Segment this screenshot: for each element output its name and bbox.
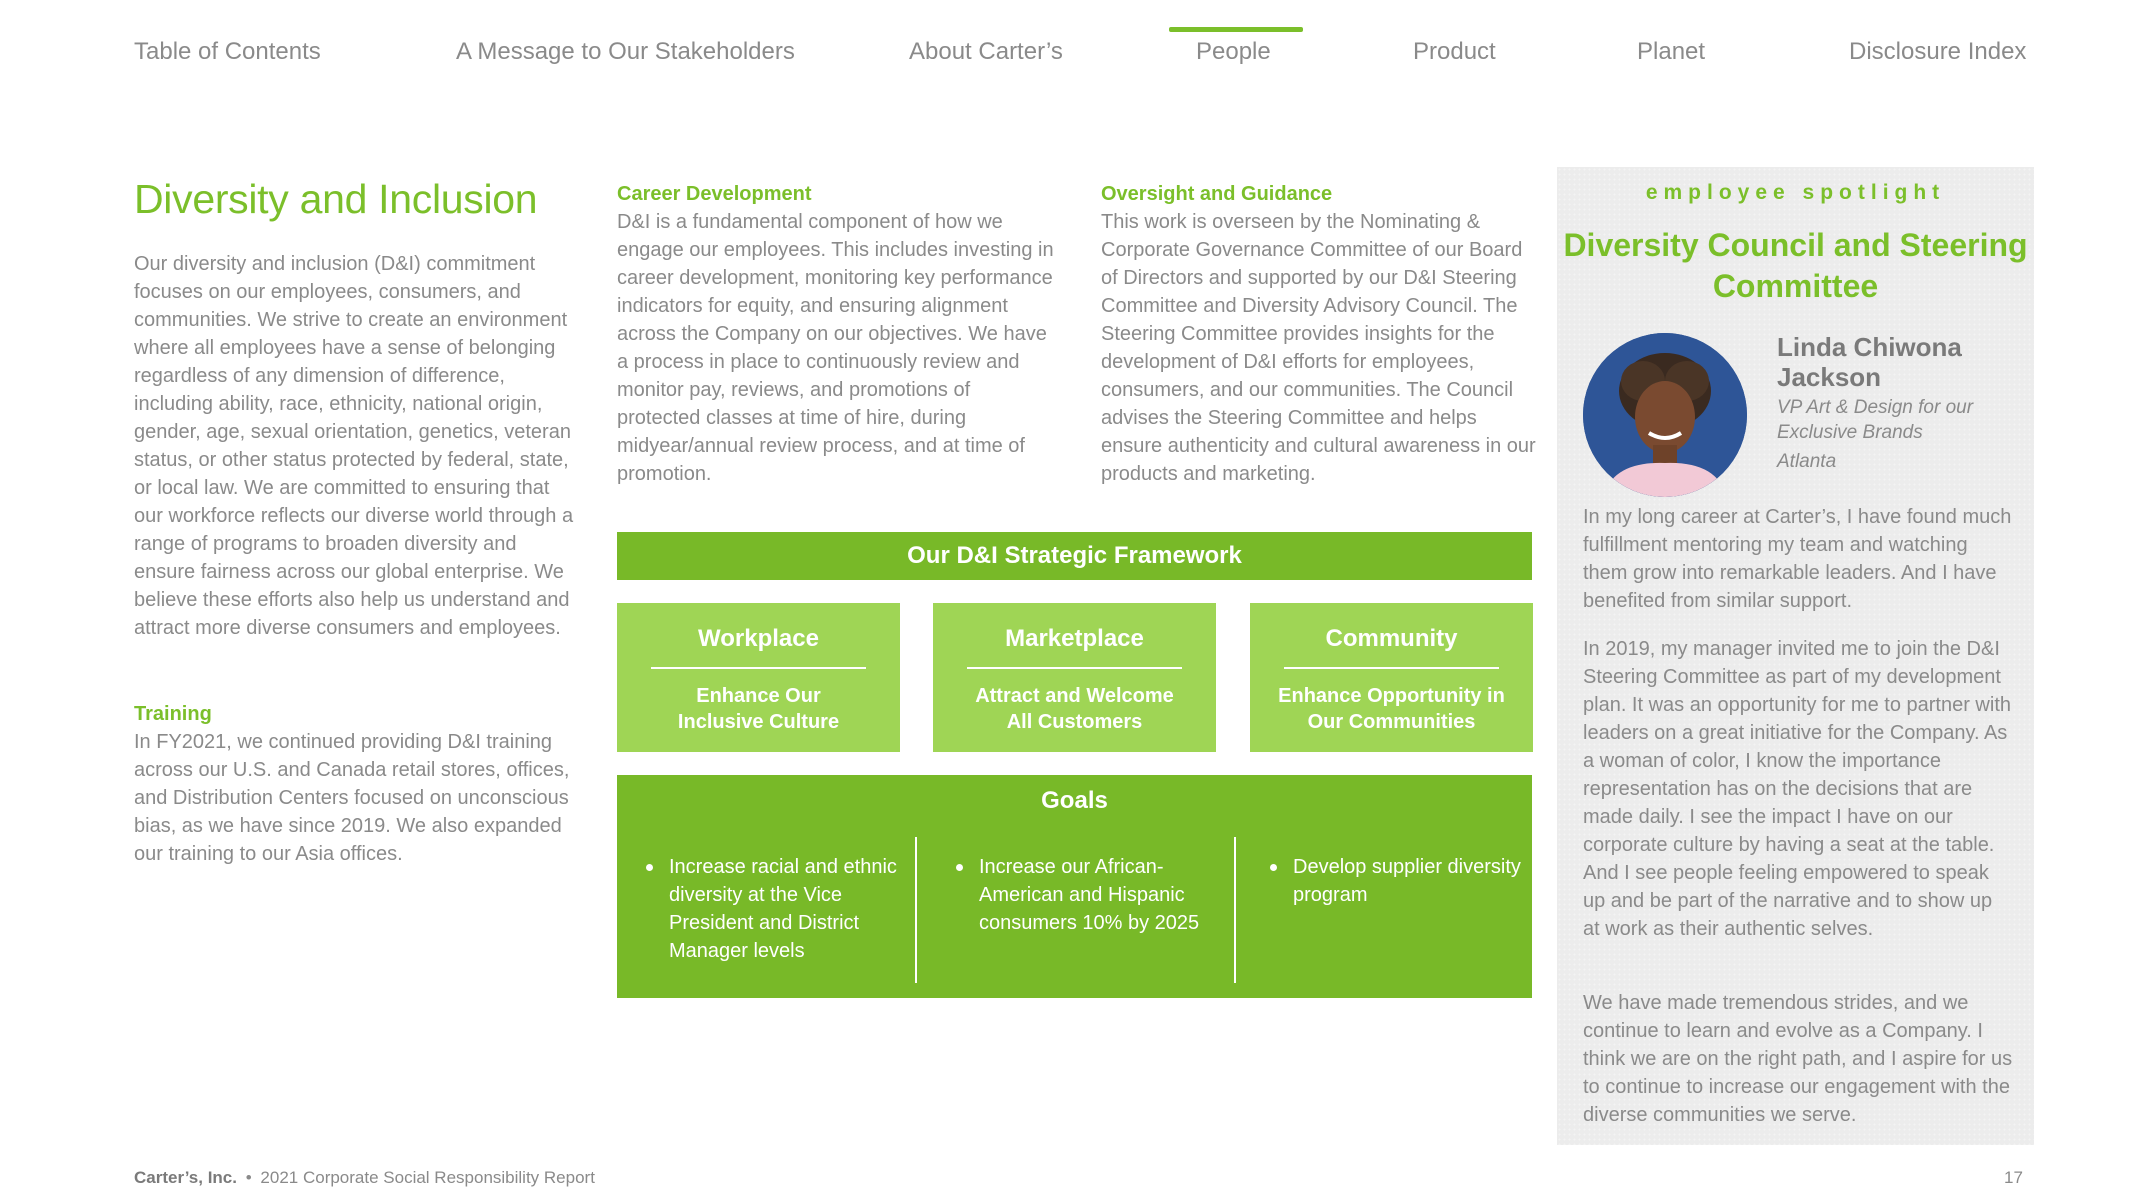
- goal-item: Increase racial and ethnic diversity at the Vice President and District Manager levels: [643, 853, 901, 965]
- framework-banner: Our D&I Strategic Framework: [617, 532, 1532, 580]
- goal-divider: [1234, 837, 1236, 983]
- quote-paragraph: In my long career at Carter’s, I have found much fulfillment mentoring my team and watching them grow into remarkable leaders. And I have benefited from similar support.: [1583, 506, 2012, 612]
- nav-planet[interactable]: Planet: [1637, 38, 1706, 65]
- nav-disclosure-index[interactable]: Disclosure Index: [1849, 38, 2027, 65]
- career-development-paragraph: D&I is a fundamental component of how we engage our employees. This includes investing in career development, monitoring key performance indicators for equity, and ensuring alignment across the Company on our objectives. We have a process in place to continuously review and monitor pay, reviews, and promotions of protected classes at time of hire, during midyear/annual review process, and at time of promotion.: [617, 211, 1054, 485]
- pillar-subtitle: Enhance Opportunity in Our Communities: [1278, 685, 1505, 733]
- portrait-image: [1583, 333, 1747, 497]
- pillar-title: Community: [1325, 625, 1458, 652]
- nav-people[interactable]: People: [1196, 38, 1271, 65]
- pillar-community: [1250, 603, 1533, 752]
- page-number: 17: [2004, 1168, 2023, 1187]
- training-section: [134, 700, 574, 868]
- spotlight-title: Diversity Council and Steering Committee: [1563, 227, 2028, 304]
- employee-spotlight-panel: [1557, 167, 2034, 1145]
- pillar-divider: [967, 667, 1182, 669]
- person-location: Atlanta: [1777, 451, 1837, 472]
- pillar-subtitle: Enhance Our Inclusive Culture: [677, 685, 840, 733]
- nav-active-indicator: [1169, 27, 1303, 32]
- avatar: [1583, 333, 1747, 497]
- training-heading: Training: [134, 703, 212, 725]
- pillar-divider: [1284, 667, 1499, 669]
- top-nav: [0, 0, 2133, 90]
- oversight-paragraph: This work is overseen by the Nominating & Corporate Governance Committee of our Board of Directors and supported by our D&I Steering Committee and Diversity Advisory Council. The Steering Committee provides insights for the development of D&I efforts for employees, consumers, and our communities. The Council advises the Steering Committee and helps ensure authenticity and cultural awareness in our products and marketing.: [1101, 211, 1536, 485]
- pillar-workplace: [617, 603, 900, 752]
- footer-separator: •: [245, 1168, 252, 1187]
- goal-item: Develop supplier diversity program: [1267, 853, 1525, 909]
- spotlight-label: employee spotlight: [1645, 181, 1946, 204]
- quote-paragraph: In 2019, my manager invited me to join the D&I Steering Committee as part of my development plan. It was an opportunity for me to partner with leaders on a great initiative for the Company. As a woman of color, I know the importance representation has on the decisions that are made daily. I see the impact I have on our corporate culture by having a seat at the table. And I see people feeling empowered to speak up and be part of the narrative and to show up at work as their authentic selves.: [1583, 638, 2011, 940]
- career-development-heading: Career Development: [617, 183, 812, 205]
- oversight-heading: Oversight and Guidance: [1101, 183, 1333, 205]
- goal-divider: [915, 837, 917, 983]
- nav-message-to-stakeholders[interactable]: A Message to Our Stakeholders: [456, 38, 795, 65]
- career-development-section: [617, 180, 1057, 488]
- nav-about-carters[interactable]: About Carter’s: [909, 38, 1063, 65]
- goals-panel: [617, 775, 1532, 998]
- page-title: Diversity and Inclusion: [134, 176, 538, 222]
- person-role: VP Art & Design for our Exclusive Brands: [1777, 397, 1974, 443]
- training-paragraph: In FY2021, we continued providing D&I training across our U.S. and Canada retail stores, offices, and Distribution Centers focused on unconscious bias, as we have since 2019. We also expanded our training to our Asia offices.: [134, 731, 570, 865]
- pillar-title: Workplace: [698, 625, 819, 652]
- intro-paragraph: Our diversity and inclusion (D&I) commitment focuses on our employees, consumers, and communities. We strive to create an environment where all employees have a sense of belonging regardless of any dimension of difference, including ability, race, ethnicity, national origin, gender, age, sexual orientation, genetics, veteran status, or other status protected by federal, state, or local law. We are committed to ensuring that our workforce reflects our diverse world through a range of programs to broaden diversity and ensure fairness across our global enterprise. We believe these efforts also help us understand and attract more diverse consumers and employees.: [134, 253, 574, 639]
- pillar-title: Marketplace: [1005, 625, 1144, 652]
- pillar-divider: [651, 667, 866, 669]
- nav-table-of-contents[interactable]: Table of Contents: [134, 38, 321, 65]
- quote-paragraph: We have made tremendous strides, and we continue to learn and evolve as a Company. I think we are on the right path, and I aspire for us to continue to increase our engagement with the diverse communities we serve.: [1583, 992, 2013, 1126]
- nav-product[interactable]: Product: [1413, 38, 1496, 65]
- footer-report-title: 2021 Corporate Social Responsibility Report: [260, 1168, 595, 1187]
- goals-heading: Goals: [1041, 787, 1108, 814]
- footer: [134, 1168, 595, 1188]
- footer-company: Carter’s, Inc.: [134, 1168, 237, 1187]
- pillar-subtitle: Attract and Welcome All Customers: [975, 685, 1174, 733]
- goal-item: Increase our African-American and Hispanic consumers 10% by 2025: [953, 853, 1211, 937]
- person-name: Linda Chiwona Jackson: [1777, 332, 1962, 392]
- pillar-marketplace: [933, 603, 1216, 752]
- oversight-section: [1101, 180, 1541, 488]
